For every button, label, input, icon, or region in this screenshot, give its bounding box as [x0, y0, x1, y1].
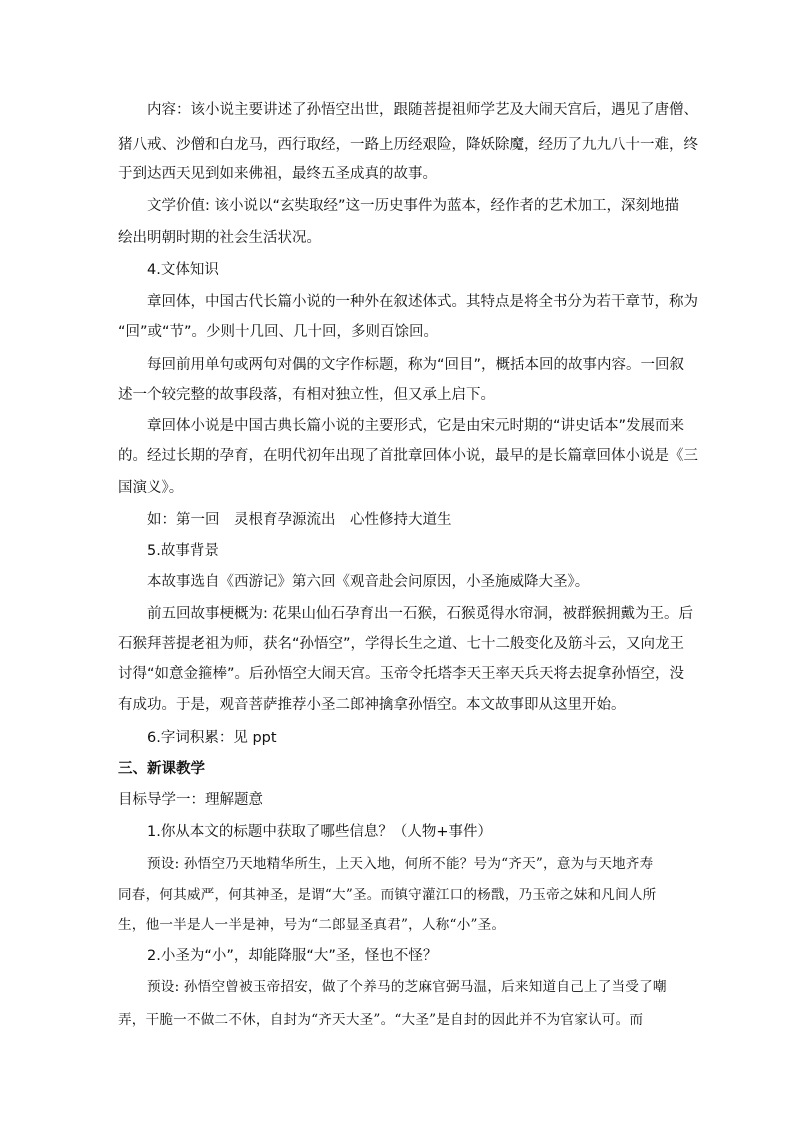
section-heading-genre: 4.文体知识: [147, 262, 219, 278]
paragraph-synopsis-line: 石猴拜菩提老祖为师，获名“孙悟空”，学得长生之道、七十二般变化及筋斗云，又向龙王: [118, 636, 685, 652]
answer-one-line: 同春，何其威严，何其神圣，是谓“大”圣。而镇守灌江口的杨戬，乃玉帝之妹和凡间人所: [118, 887, 657, 903]
question-one: 1.你从本文的标题中获取了哪些信息？（人物+事件）: [147, 824, 492, 840]
answer-two-line: 预设: 孙悟空曾被玉帝招安，做了个养马的芝麻官弼马温，后来知道自己上了当受了嘲: [147, 979, 667, 995]
paragraph-literary-value-line: 绘出明朝时期的社会生活状况。: [118, 230, 321, 246]
example-chapter-title: 如：第一回 灵根育孕源流出 心性修持大道生: [147, 512, 452, 528]
paragraph-genre-line: “回”或“节”。少则十几回、几十回，多则百馀回。: [118, 324, 439, 340]
paragraph-genre-line: 章回体，中国古代长篇小说的一种外在叙述体式。其特点是将全书分为若干章节，称为: [147, 294, 698, 310]
paragraph-synopsis-line: 前五回故事梗概为: 花果山仙石孕育出一石猴，石猴觅得水帘洞，被群猴拥戴为王。后: [147, 606, 693, 622]
paragraph-chapter-title-line: 每回前用单句或两句对偶的文字作标题，称为“回目”，概括本回的故事内容。一回叙: [147, 357, 685, 373]
paragraph-synopsis-line: 讨得“如意金箍棒”。后孙悟空大闹天宫。玉帝令托塔李天王率天兵天将去捉拿孙悟空，没: [118, 666, 685, 682]
paragraph-content-line: 于到达西天见到如来佛祖，最终五圣成真的故事。: [118, 166, 437, 182]
answer-one-line: 生，他一半是人一半是神，号为“二郎显圣真君”，人称“小”圣。: [118, 917, 506, 933]
section-heading-new-lesson: 三、新课教学: [118, 761, 205, 777]
paragraph-chapter-title-line: 述一个较完整的故事段落，有相对独立性，但又承上启下。: [118, 387, 495, 403]
answer-one-line: 预设: 孙悟空乃天地精华所生，上天入地，何所不能？号为“齐天”，意为与天地齐寿: [147, 856, 654, 872]
paragraph-content-line: 猪八戒、沙僧和白龙马，西行取经，一路上历经艰险，降妖除魔，经历了九九八十一难，终: [118, 137, 698, 153]
paragraph-source-line: 本故事选自《西游记》第六回《观音赴会问原因，小圣施威降大圣》。: [147, 574, 590, 590]
question-two: 2.小圣为“小”，却能降服“大”圣，怪也不怪？: [147, 948, 438, 964]
section-heading-background: 5.故事背景: [147, 543, 219, 559]
paragraph-novel-form-line: 国演义》。: [118, 480, 184, 496]
paragraph-literary-value-line: 文学价值: 该小说以“玄奘取经”这一历史事件为蓝本，经作者的艺术加工，深刻地描: [147, 198, 680, 214]
paragraph-content-line: 内容：该小说主要讲述了孙悟空出世，跟随菩提祖师学艺及大闹天宫后，遇见了唐僧、: [147, 102, 698, 118]
section-heading-vocabulary: 6.字词积累：见 ppt: [147, 730, 277, 746]
paragraph-novel-form-line: 章回体小说是中国古典长篇小说的主要形式，它是由宋元时期的“讲史话本”发展而来: [147, 418, 685, 434]
paragraph-synopsis-line: 有成功。于是，观音菩萨推荐小圣二郎神擒拿孙悟空。本文故事即从这里开始。: [118, 697, 626, 713]
answer-two-line: 弄，干脆一不做二不休，自封为“齐天大圣”。“大圣”是自封的因此并不为官家认可。而: [118, 1012, 644, 1028]
paragraph-novel-form-line: 的。经过长期的孕育，在明代初年出现了首批章回体小说，最早的是长篇章回体小说是《三: [118, 448, 698, 464]
goal-heading-one: 目标导学一：理解题意: [118, 792, 263, 808]
